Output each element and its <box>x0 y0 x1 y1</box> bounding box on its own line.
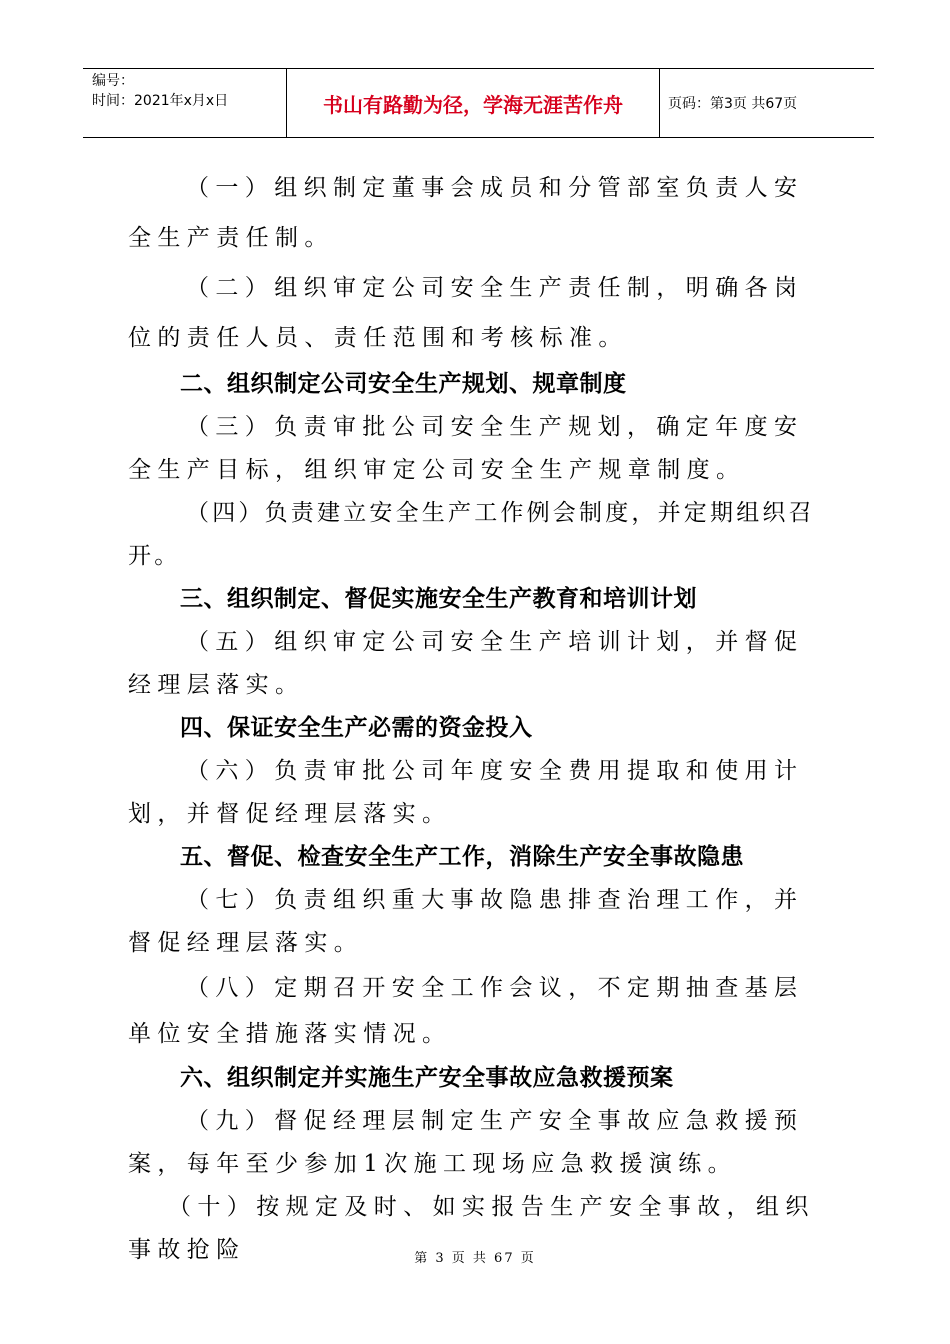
time-label: 时间：2021年x月x日 <box>92 93 229 109</box>
header-meta-cell <box>83 69 286 137</box>
paragraph-2: （二）组织审定公司安全生产责任制，明确各岗位的责任人员、责任范围和考核标准。 <box>128 275 804 351</box>
section-heading-5: 五、督促、检查安全生产工作，消除生产安全事故隐患 <box>180 844 744 870</box>
page-footer: 第 3 页 共 67 页 <box>414 1251 536 1266</box>
number-label: 编号： <box>92 73 134 89</box>
header-page-info: 页码：第3页 共67页 <box>668 96 798 112</box>
section-heading-2: 二、组织制定公司安全生产规划、规章制度 <box>180 371 627 397</box>
document-header <box>83 68 874 138</box>
paragraph-9: （九）督促经理层制定生产安全事故应急救援预案，每年至少参加1次施工现场应急救援演练。 <box>128 1108 804 1177</box>
paragraph-1: （一）组织制定董事会成员和分管部室负责人安全生产责任制。 <box>128 175 804 251</box>
paragraph-5: （五）组织审定公司安全生产培训计划，并督促经理层落实。 <box>128 629 804 698</box>
header-motto: 书山有路勤为径，学海无涯苦作舟 <box>323 92 623 117</box>
section-heading-3: 三、组织制定、督促实施安全生产教育和培训计划 <box>180 586 697 612</box>
header-divider <box>659 69 660 137</box>
paragraph-7: （七）负责组织重大事故隐患排查治理工作，并督促经理层落实。 <box>128 887 804 956</box>
paragraph-4: （四）负责建立安全生产工作例会制度，并定期组织召开。 <box>128 500 815 569</box>
section-heading-6: 六、组织制定并实施生产安全事故应急救援预案 <box>180 1065 674 1091</box>
paragraph-10: （十）按规定及时、如实报告生产安全事故，组织事故抢险 <box>128 1194 815 1263</box>
section-heading-4: 四、保证安全生产必需的资金投入 <box>180 715 533 741</box>
paragraph-8: （八）定期召开安全工作会议，不定期抽查基层单位安全措施落实情况。 <box>128 975 804 1047</box>
document-body <box>128 163 832 1272</box>
paragraph-6: （六）负责审批公司年度安全费用提取和使用计划，并督促经理层落实。 <box>128 758 804 827</box>
paragraph-3: （三）负责审批公司安全生产规划，确定年度安全生产目标，组织审定公司安全生产规章制度。 <box>128 414 804 483</box>
